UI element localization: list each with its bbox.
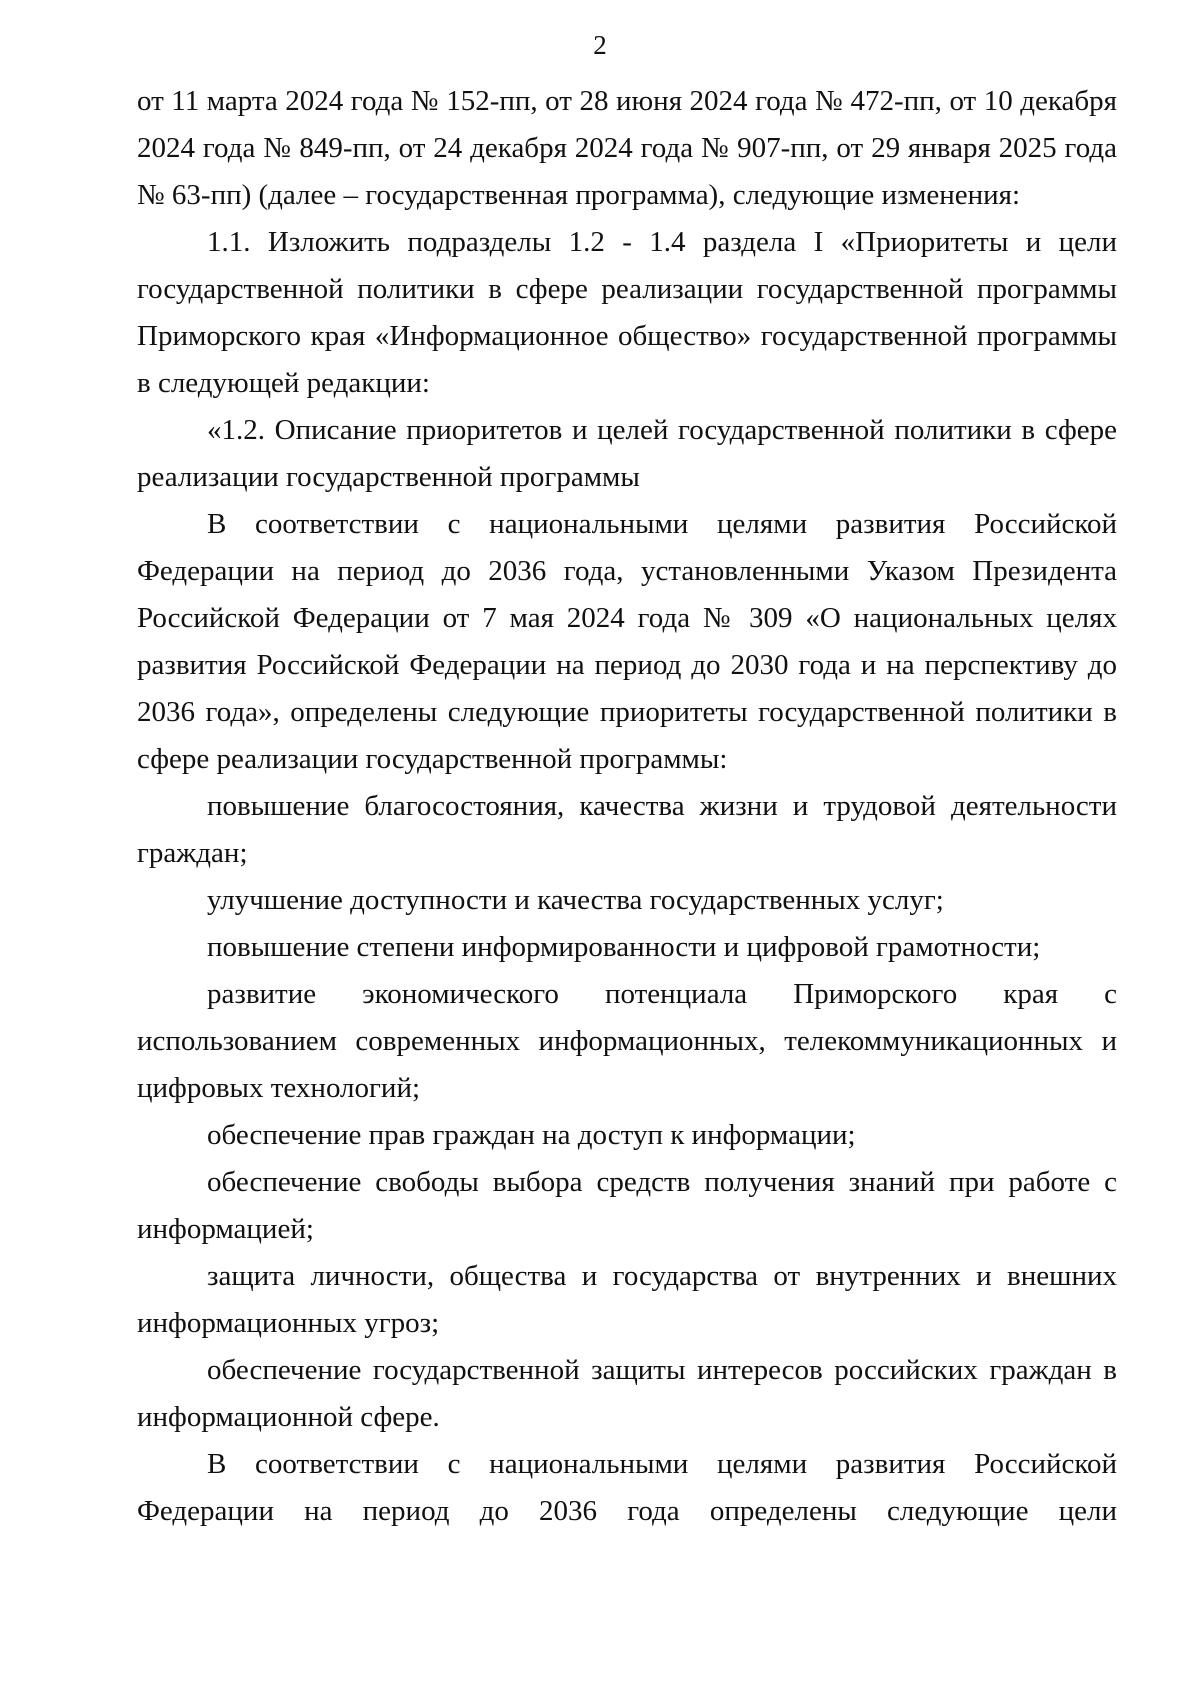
page-number: 2 (593, 30, 607, 60)
document-body (137, 78, 1117, 1535)
paragraph-national-goals: В соответствии с национальными целями развития Российской Федерации на период до 2036 года, установленными Указом Президента Российской Федерации от 7 мая 2024 года № 309 «О национальных целях развития Российской Федерации на период до 2030 года и на перспективу до 2036 года», определены следующие приоритеты государственной политики в сфере реализации государственной программы: (137, 508, 1117, 775)
list-item-priority-literacy: повышение степени информированности и цифровой грамотности; (207, 931, 1041, 963)
list-item-priority-freedom: обеспечение свободы выбора средств получения знаний при работе с информацией; (137, 1166, 1117, 1245)
list-item-priority-access: обеспечение прав граждан на доступ к информации; (207, 1119, 856, 1151)
paragraph-amendment-list: от 11 марта 2024 года № 152-пп, от 28 июня 2024 года № 472-пп, от 10 декабря 2024 года № 849-пп, от 24 декабря 2024 года № 907-пп, от 29 января 2025 года № 63-пп) (далее – государственная программа), следующие изменения: (137, 85, 1117, 211)
list-item-priority-protection: защита личности, общества и государства от внутренних и внешних информационных угроз; (137, 1260, 1117, 1339)
paragraph-section-1-2-heading: «1.2. Описание приоритетов и целей государственной политики в сфере реализации государственной программы (137, 414, 1117, 493)
list-item-priority-wellbeing: повышение благосостояния, качества жизни и трудовой деятельности граждан; (137, 790, 1117, 869)
list-item-priority-interests: обеспечение государственной защиты интересов российских граждан в информационной сфере. (137, 1354, 1117, 1433)
paragraph-goals-intro: В соответствии с национальными целями развития Российской Федерации на период до 2036 года определены следующие цели (137, 1448, 1117, 1527)
paragraph-item-1-1: 1.1. Изложить подразделы 1.2 - 1.4 раздела I «Приоритеты и цели государственной политики в сфере реализации государственной программы Приморского края «Информационное общество» государственной программы в следующей редакции: (137, 226, 1117, 399)
list-item-priority-services: улучшение доступности и качества государственных услуг; (207, 884, 944, 916)
list-item-priority-economy: развитие экономического потенциала Приморского края с использованием современных информационных, телекоммуникационных и цифровых технологий; (137, 978, 1117, 1104)
